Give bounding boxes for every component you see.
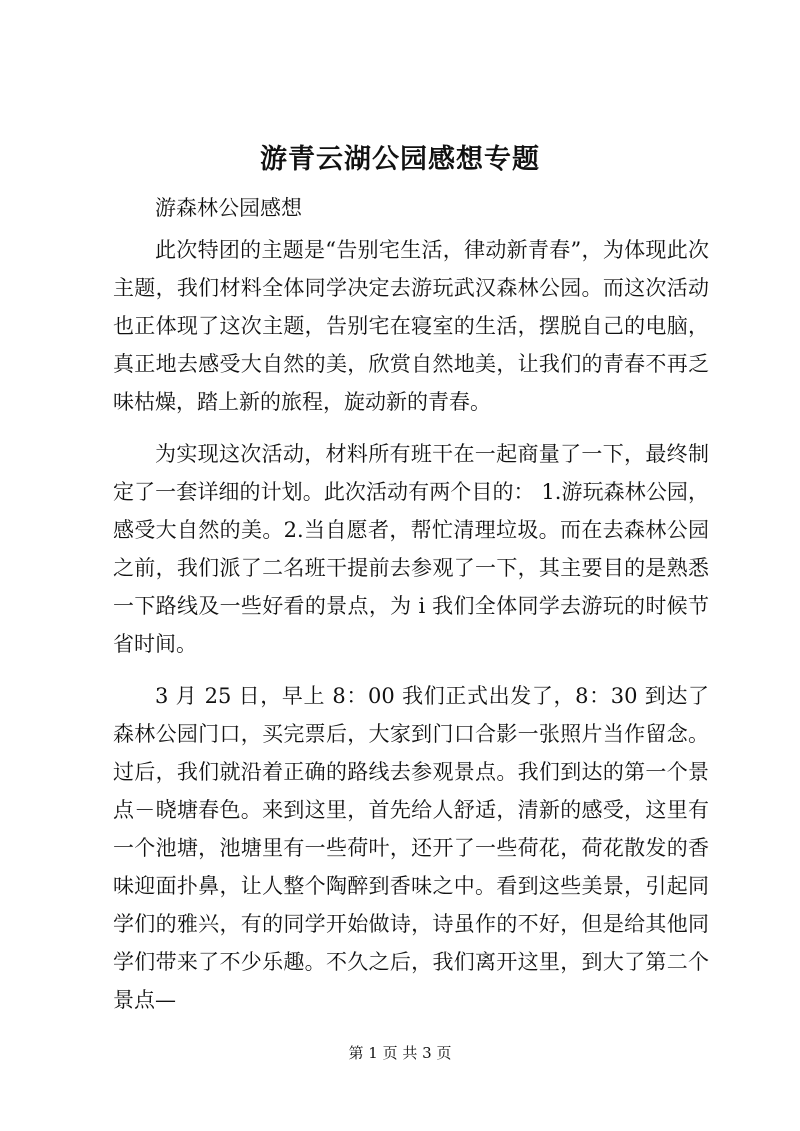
document-body [113, 189, 709, 1033]
page-title: 游青云湖公园感想专题 [260, 144, 540, 175]
page-number-footer: 第 1 页 共 3 页 [348, 1044, 452, 1062]
paragraph-1: 此次特团的主题是“告别宅生活，律动新青春”，为体现此次主题，我们材料全体同学决定去游玩武汉森林公园。而这次活动也正体现了这次主题，告别宅在寝室的生活，摆脱自己的电脑，真正地去感受大自然的美，欣赏自然地美，让我们的青春不再乏味枯燥，踏上新的旅程，旋动新的青春。 [113, 238, 709, 414]
section-subtitle: 游森林公园感想 [155, 196, 302, 220]
paragraph-3: 3 月 25 日，早上 8：00 我们正式出发了，8：30 到达了森林公园门口，买完票后，大家到门口合影一张照片当作留念。过后，我们就沿着正确的路线去参观景点。我们到达的第一个景点－晓塘春色。来到这里，首先给人舒适，清新的感受，这里有一个池塘，池塘里有一些荷叶，还开了一些荷花，荷花散发的香味迎面扑鼻，让人整个陶醉到香味之中。看到这些美景，引起同学们的雅兴，有的同学开始做诗，诗虽作的不好，但是给其他同学们带来了不少乐趣。不久之后，我们离开这里，到大了第二个景点— [113, 684, 709, 1012]
paragraph-2: 为实现这次活动，材料所有班干在一起商量了一下，最终制定了一套详细的计划。此次活动有两个目的： 1.游玩森林公园，感受大自然的美。2.当自愿者，帮忙清理垃圾。而在去森林公园之前，我们派了二名班干提前去参观了一下，其主要目的是熟悉一下路线及一些好看的景点，为 i 我们全体同学去游玩的时候节省时间。 [113, 442, 709, 656]
